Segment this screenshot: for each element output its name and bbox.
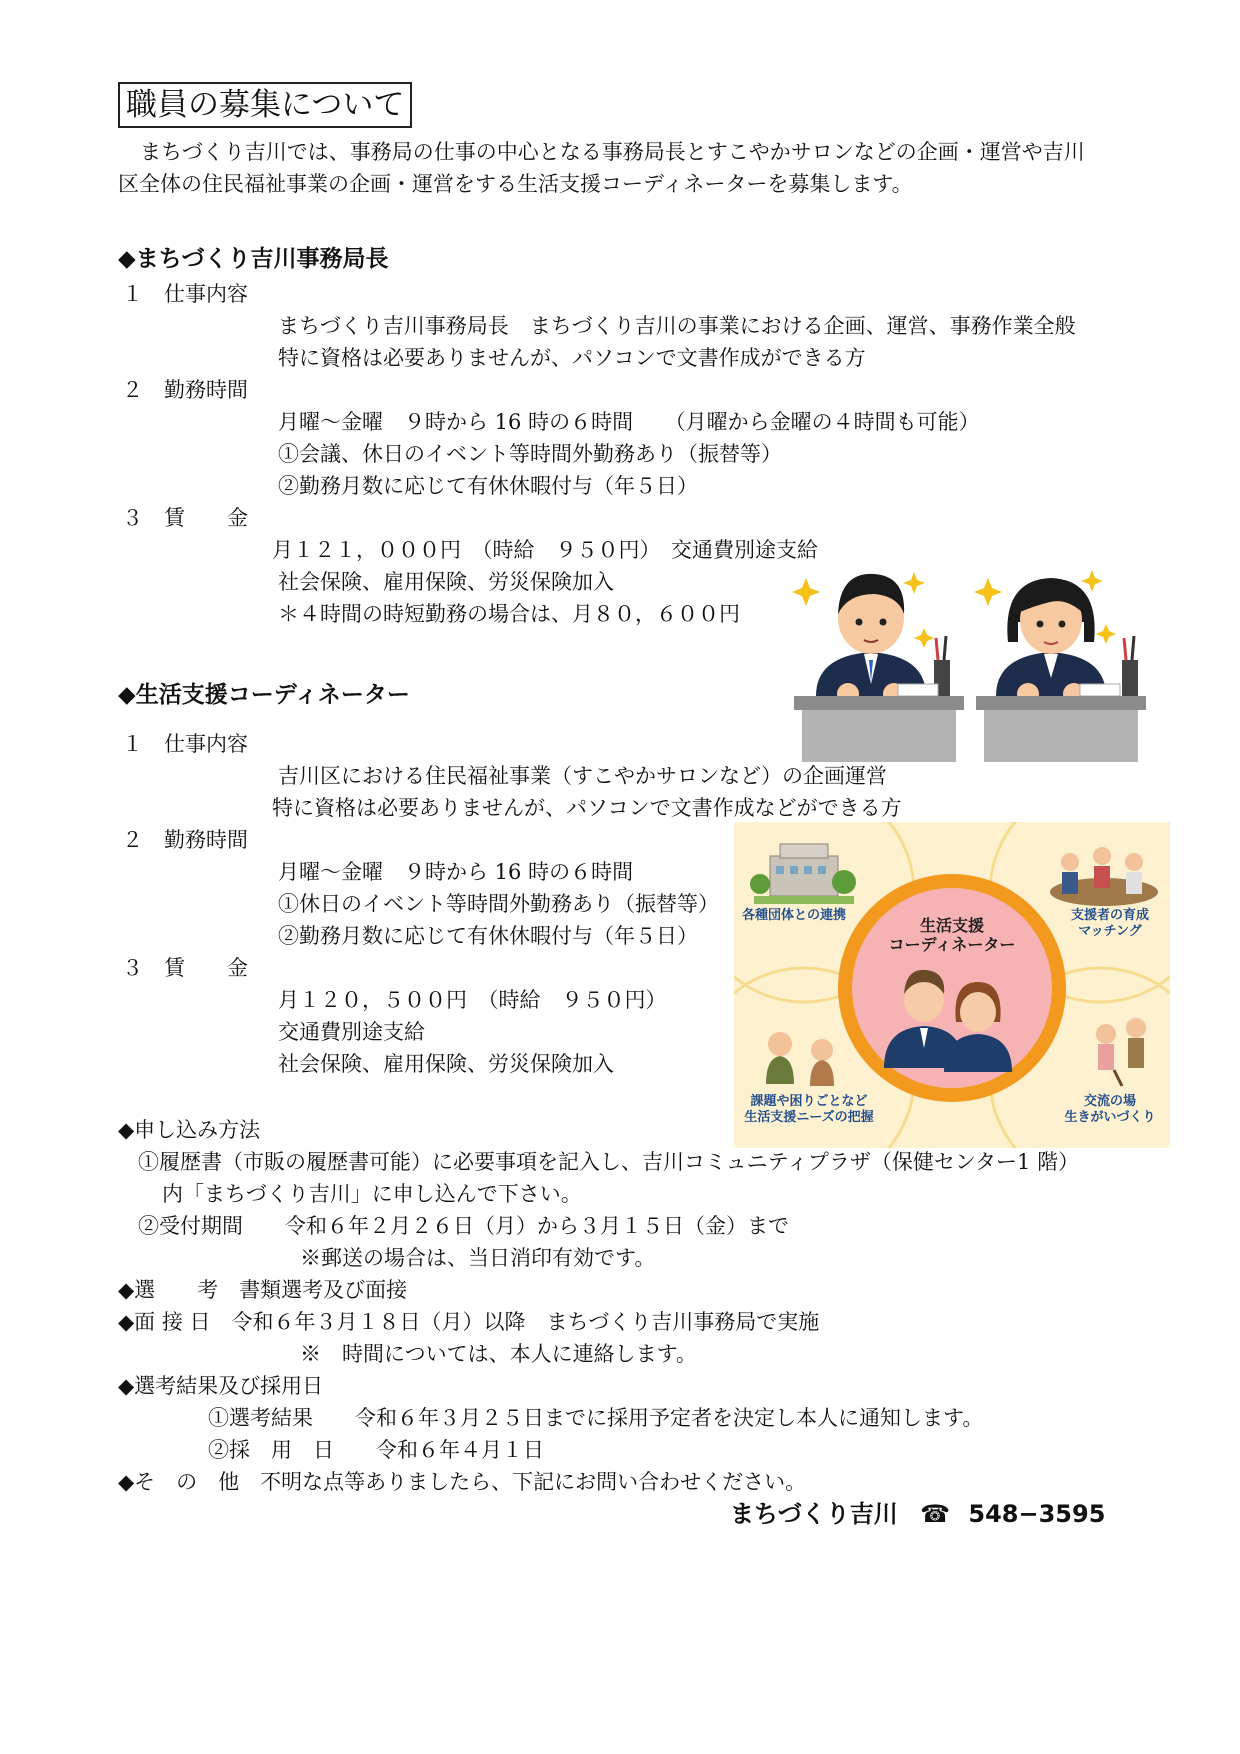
s2-hours-label: ２ 勤務時間 — [122, 828, 248, 852]
apply-period: ②受付期間 令和６年２月２６日（月）から３月１５日（金）まで — [138, 1214, 789, 1238]
s1-job-label: １ 仕事内容 — [122, 282, 248, 306]
result-heading: ◆選考結果及び採用日 — [118, 1374, 324, 1398]
interview-note: ※ 時間については、本人に連絡します。 — [300, 1342, 697, 1366]
label-organization-cooperation: 各種団体との連携 — [741, 908, 846, 923]
result-line-1: ①選考結果 令和６年３月２５日までに採用予定者を決定し本人に通知します。 — [208, 1406, 984, 1430]
s1-hours-line-3: ②勤務月数に応じて有休休暇付与（年５日） — [278, 474, 698, 498]
s2-job-label: １ 仕事内容 — [122, 732, 248, 756]
s2-hours-line-2: ①休日のイベント等時間外勤務あり（振替等） — [278, 892, 719, 916]
contact-line — [730, 1500, 1105, 1529]
apply-line-1: ①履歴書（市販の履歴書可能）に必要事項を記入し、吉川コミュニティプラザ（保健センター1 階） — [138, 1150, 1080, 1174]
apply-heading: ◆申し込み方法 — [118, 1118, 261, 1142]
label-coordinator-center: 生活支援 コーディネーター — [888, 916, 1016, 955]
apply-postal-note: ※郵送の場合は、当日消印有効です。 — [300, 1246, 656, 1270]
s2-wage-line-2: 交通費別途支給 — [278, 1020, 425, 1044]
s1-wage-label: ３ 賃 金 — [122, 506, 248, 530]
label-community-exchange: 交流の場 生きがいづくり — [1064, 1094, 1156, 1125]
phone-icon: ☎ — [920, 1500, 951, 1528]
s1-wage-line-1: 月１２１，０００円 （時給 ９５０円） 交通費別途支給 — [272, 538, 818, 562]
s2-hours-line-3: ②勤務月数に応じて有休休暇付与（年５日） — [278, 924, 698, 948]
s1-hours-line-2: ①会議、休日のイベント等時間外勤務あり（振替等） — [278, 442, 782, 466]
coordinator-diagram — [734, 822, 1170, 1148]
section-heading-coordinator: ◆生活支援コーディネーター — [118, 682, 410, 708]
contact-org: まちづくり吉川 — [730, 1500, 898, 1528]
label-supporter-training: 支援者の育成 マッチング — [1070, 908, 1149, 939]
selection-line: ◆選 考 書類選考及び面接 — [118, 1278, 408, 1302]
s1-hours-label: ２ 勤務時間 — [122, 378, 248, 402]
s2-job-line-1: 吉川区における住民福祉事業（すこやかサロンなど）の企画運営 — [278, 764, 887, 788]
section-heading-director: ◆まちづくり吉川事務局長 — [118, 246, 389, 272]
s1-job-line-2: 特に資格は必要ありませんが、パソコンで文書作成ができる方 — [278, 346, 866, 370]
s1-wage-line-2: 社会保険、雇用保険、労災保険加入 — [278, 570, 614, 594]
s2-hours-line-1: 月曜～金曜 ９時から 16 時の６時間 — [278, 860, 634, 884]
intro-line-1: まちづくり吉川では、事務局の仕事の中心となる事務局長とすこやかサロンなどの企画・運営や吉川 — [140, 140, 1085, 164]
s1-hours-line-1: 月曜～金曜 ９時から 16 時の６時間 （月曜から金曜の４時間も可能） — [278, 410, 980, 434]
apply-line-2: 内「まちづくり吉川」に申し込んで下さい。 — [162, 1182, 582, 1206]
s1-job-line-1: まちづくり吉川事務局長 まちづくり吉川の事業における企画、運営、事務作業全般 — [278, 314, 1076, 338]
s2-wage-line-1: 月１２０，５００円 （時給 ９５０円） — [278, 988, 667, 1012]
s2-job-line-2: 特に資格は必要ありませんが、パソコンで文書作成などができる方 — [272, 796, 902, 820]
interview-line: ◆面 接 日 令和６年３月１８日（月）以降 まちづくり吉川事務局で実施 — [118, 1310, 820, 1334]
page-title: 職員の募集について — [118, 82, 412, 128]
contact-phone: 548−3595 — [968, 1500, 1106, 1528]
s2-wage-line-3: 社会保険、雇用保険、労災保険加入 — [278, 1052, 614, 1076]
office-workers-illustration — [786, 556, 1166, 762]
s1-wage-line-3: ＊４時間の時短勤務の場合は、月８０，６００円 — [278, 602, 740, 626]
s2-wage-label: ３ 賃 金 — [122, 956, 248, 980]
result-line-2: ②採 用 日 令和６年４月１日 — [208, 1438, 544, 1462]
other-line: ◆そ の 他 不明な点等ありましたら、下記にお問い合わせください。 — [118, 1470, 807, 1494]
intro-line-2: 区全体の住民福祉事業の企画・運営をする生活支援コーディネーターを募集します。 — [118, 172, 913, 196]
label-needs-assessment: 課題や困りごとなど 生活支援ニーズの把握 — [744, 1094, 874, 1125]
